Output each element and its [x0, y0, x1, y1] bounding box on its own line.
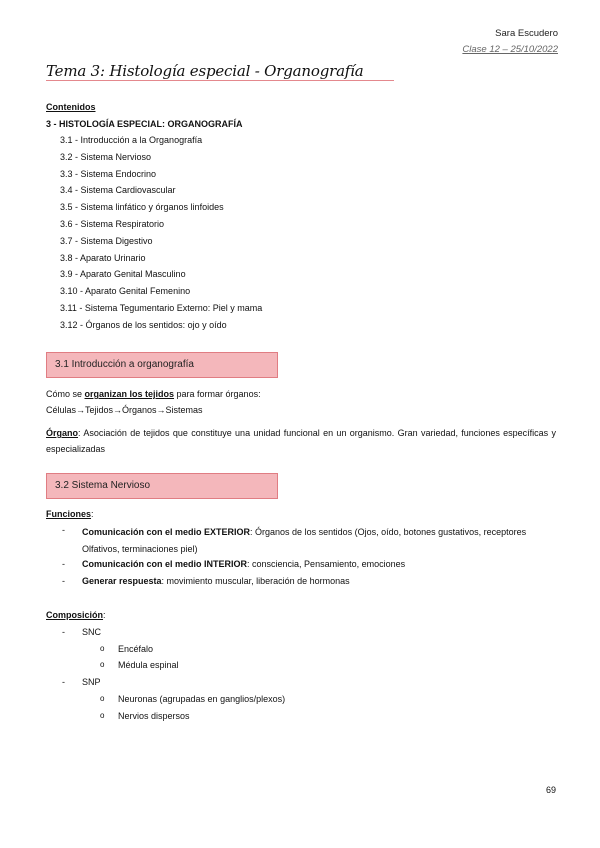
- table-of-contents: [60, 134, 262, 336]
- toc-item: 3.3 - Sistema Endocrino: [60, 168, 157, 179]
- funciones-heading: [46, 508, 94, 520]
- snp-item: Nervios dispersos: [118, 711, 190, 721]
- page-title: Tema 3: Histología especial - Organografía: [46, 62, 364, 80]
- organization-line: [46, 388, 556, 400]
- function-item-title: Comunicación con el medio INTERIOR: [82, 559, 248, 569]
- toc-item: 3.11 - Sistema Tegumentario Externo: Piel y mama: [60, 302, 263, 313]
- function-item-text: : consciencia, Pensamiento, emociones: [247, 559, 406, 569]
- bullet-dash: -: [62, 525, 65, 535]
- sub-bullet-circle: o: [100, 711, 105, 720]
- page-number: 69: [546, 785, 557, 795]
- bullet-dash: -: [62, 576, 65, 586]
- function-item-text: : Órganos de los sentidos (Ojos, oído, botones gustativos, receptores Olfativos, terminaciones piel): [82, 527, 527, 554]
- function-item: [82, 575, 562, 587]
- sub-bullet-circle: o: [100, 694, 105, 703]
- organization-text-pre: Cómo se: [46, 389, 85, 399]
- toc-item: 3.10 - Aparato Genital Femenino: [60, 286, 191, 297]
- sub-bullet-circle: o: [100, 660, 105, 669]
- composicion-colon: :: [103, 610, 106, 620]
- title-underline: [46, 80, 394, 81]
- toc-item: 3.7 - Sistema Digestivo: [60, 235, 153, 246]
- function-item-title: Generar respuesta: [82, 576, 162, 586]
- composicion-label: Composición: [46, 610, 104, 620]
- funciones-label: Funciones: [46, 509, 92, 519]
- class-date: Clase 12 – 25/10/2022: [462, 44, 558, 55]
- snc-item: Encéfalo: [118, 644, 154, 654]
- organization-text-post: para formar órganos:: [174, 389, 261, 399]
- composicion-heading: [46, 609, 106, 621]
- toc-item: 3.1 - Introducción a la Organografía: [60, 135, 203, 145]
- toc-item: 3.4 - Sistema Cardiovascular: [60, 185, 176, 196]
- contents-heading: Contenidos: [46, 102, 96, 112]
- organo-term: Órgano: [46, 428, 79, 438]
- contents-main-item: 3 - HISTOLOGÍA ESPECIAL: ORGANOGRAFÍA: [46, 119, 243, 129]
- bullet-dash: -: [62, 627, 65, 637]
- toc-item: 3.2 - Sistema Nervioso: [60, 151, 152, 162]
- function-item: [82, 524, 562, 558]
- section-heading-3-2: 3.2 Sistema Nervioso: [46, 473, 278, 499]
- function-item-text: : movimiento muscular, liberación de hormonas: [161, 576, 350, 586]
- toc-item: 3.5 - Sistema linfático y órganos linfoides: [60, 202, 224, 213]
- bullet-dash: -: [62, 559, 65, 569]
- toc-item: 3.6 - Sistema Respiratorio: [60, 218, 165, 229]
- function-item-title: Comunicación con el medio EXTERIOR: [82, 527, 251, 537]
- section-heading-3-1: 3.1 Introducción a organografía: [46, 352, 278, 378]
- bullet-dash: -: [62, 677, 65, 687]
- funciones-colon: :: [91, 509, 94, 519]
- hierarchy-line: Células→Tejidos→Órganos→Sistemas: [46, 405, 203, 415]
- toc-item: 3.9 - Aparato Genital Masculino: [60, 269, 186, 280]
- organo-definition: [46, 425, 556, 457]
- author-name: Sara Escudero: [495, 28, 558, 39]
- snp-item: Neuronas (agrupadas en ganglios/plexos): [118, 694, 286, 704]
- function-item: [82, 558, 562, 570]
- toc-item: 3.8 - Aparato Urinario: [60, 252, 146, 263]
- organo-text: : Asociación de tejidos que constituye una unidad funcional en un organismo. Gran variedad, funciones específicas y especializadas: [46, 428, 556, 454]
- toc-item: 3.12 - Órganos de los sentidos: ojo y oído: [60, 319, 227, 330]
- organization-emphasis: organizan los tejidos: [84, 389, 175, 399]
- snp-label: SNP: [82, 677, 101, 687]
- sub-bullet-circle: o: [100, 644, 105, 653]
- snc-label: SNC: [82, 627, 102, 637]
- snc-item: Médula espinal: [118, 660, 179, 670]
